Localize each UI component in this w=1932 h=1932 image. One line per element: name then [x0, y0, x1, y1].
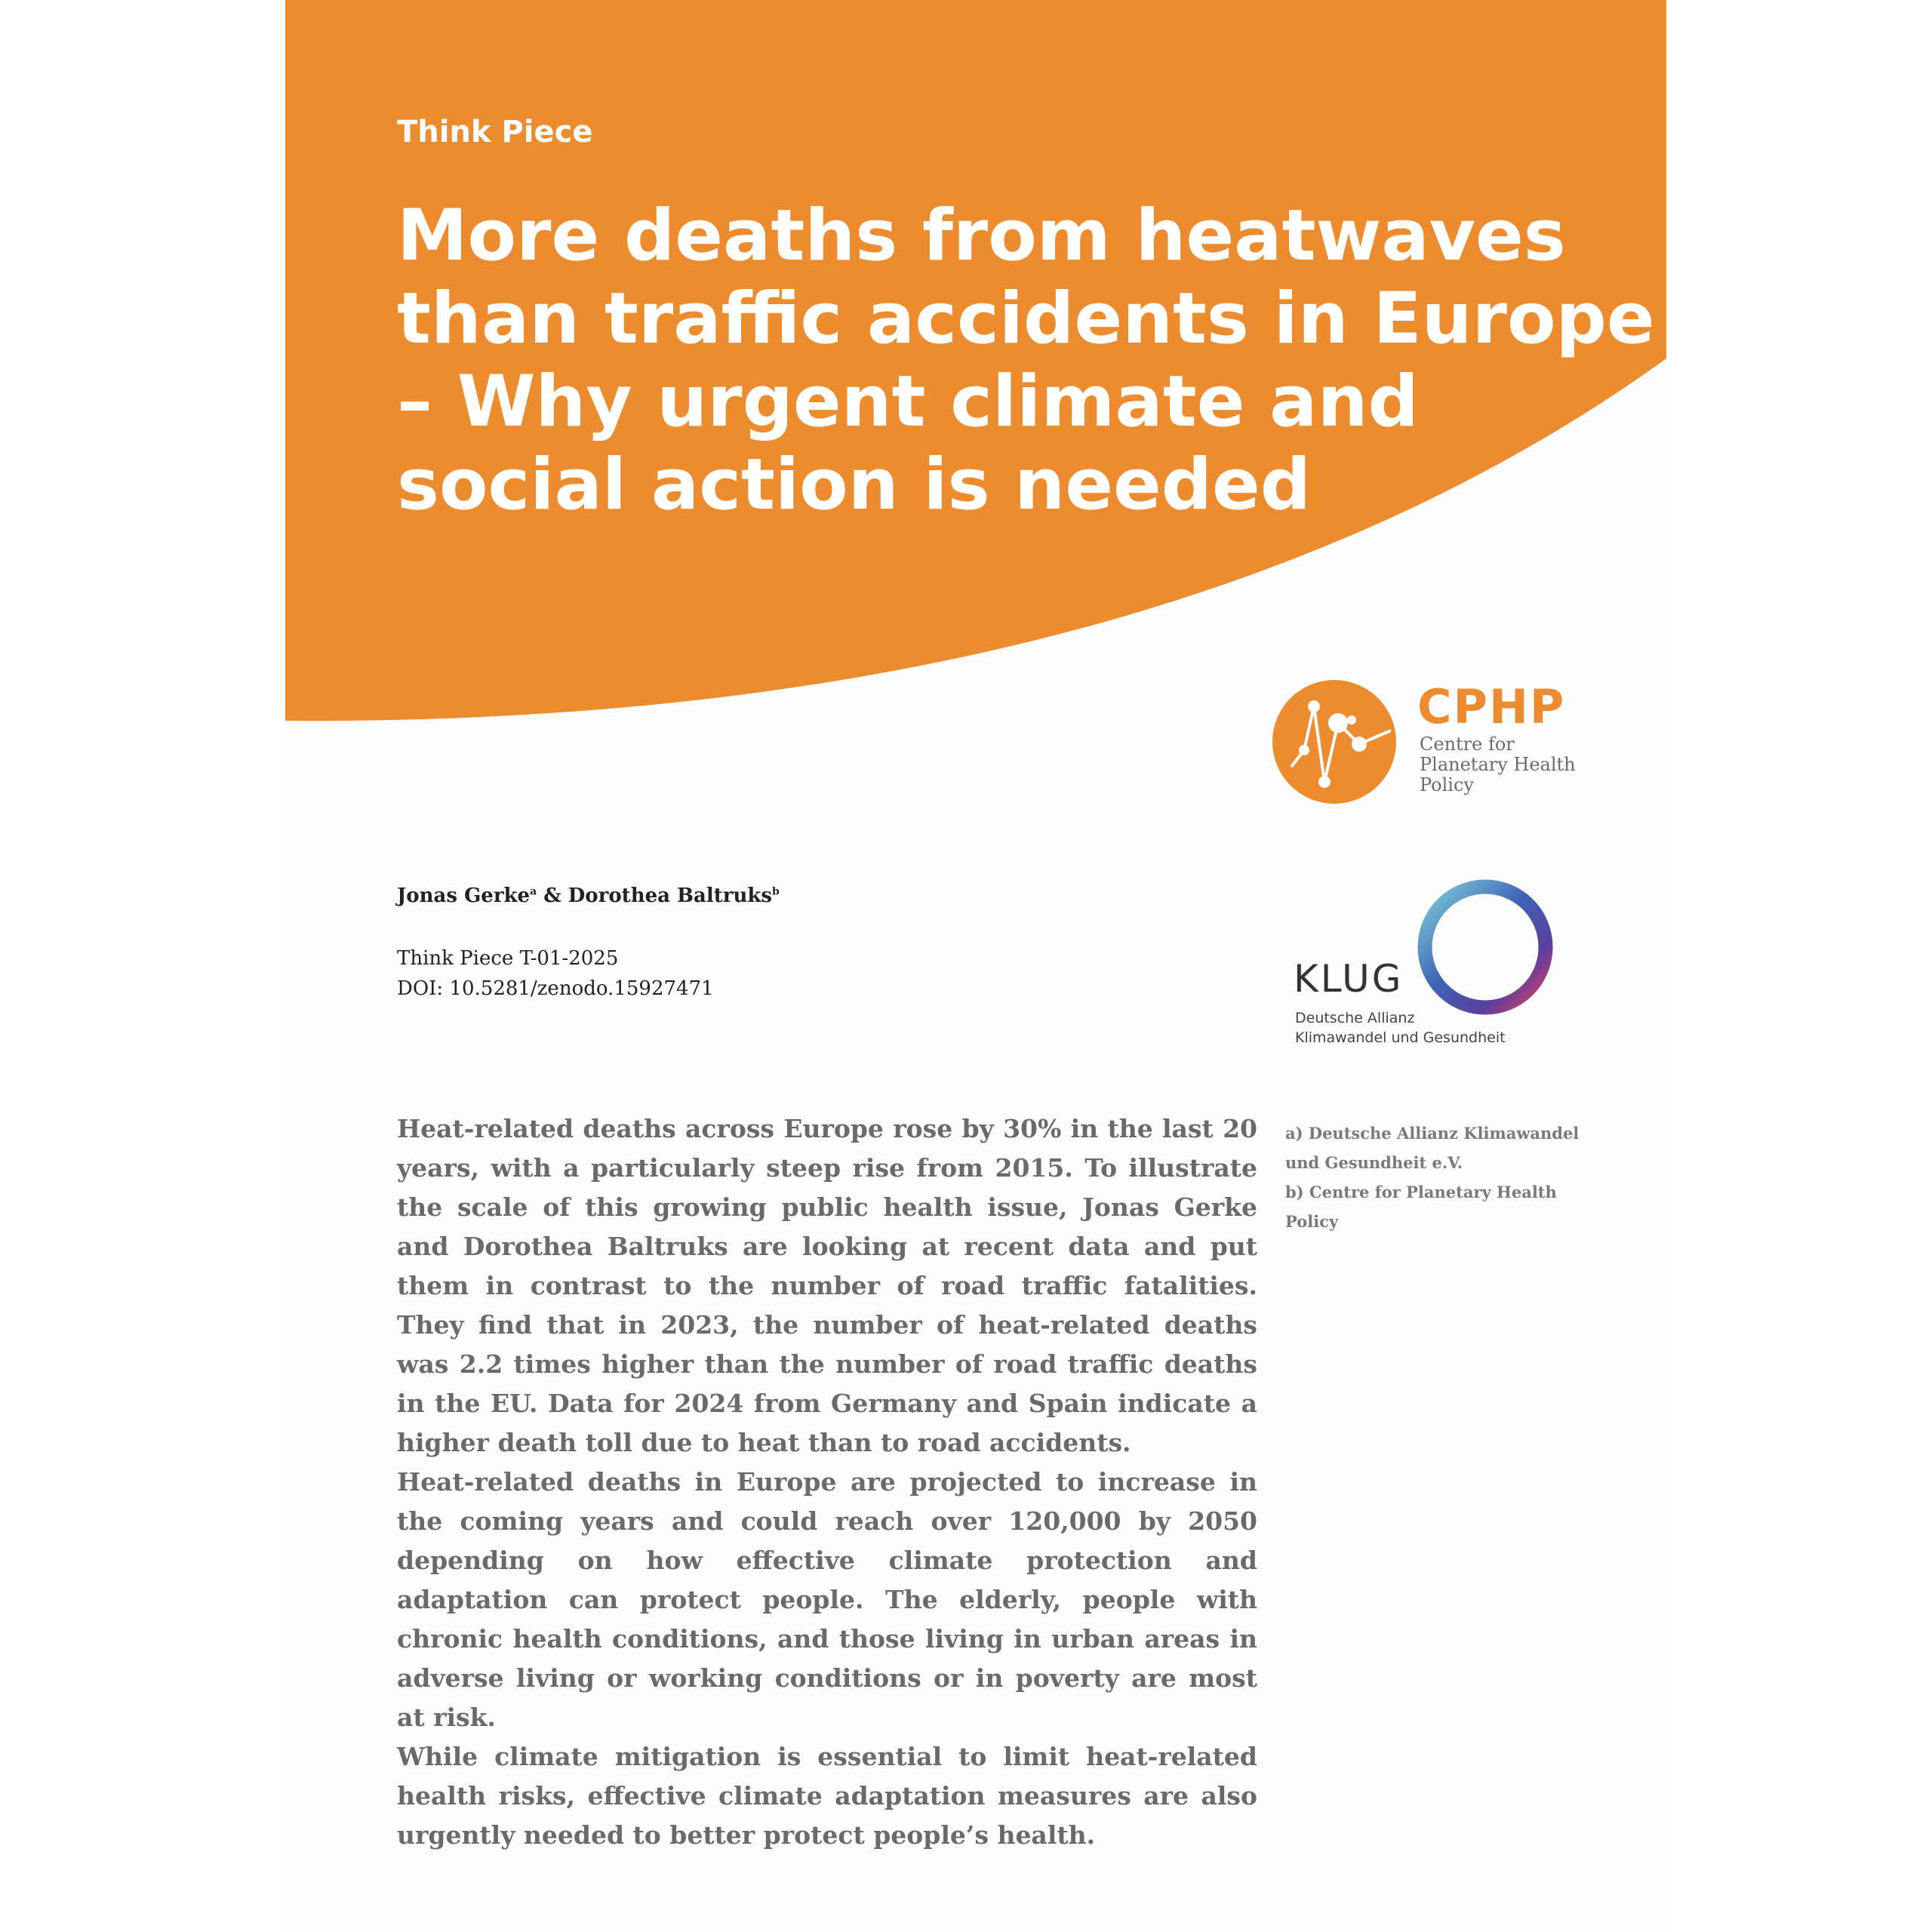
- affiliations: [1285, 1118, 1587, 1236]
- cphp-subtitle-line: Planetary Health: [1420, 754, 1576, 775]
- klug-subtitle-line: Klimawandel und Gesundheit: [1295, 1029, 1506, 1046]
- abstract-paragraph: Heat-related deaths in Europe are projected to increase in the coming years and could reach over 120,000 by 2050 depending on how effective climate protection and adaptation can protect people. The elderly, people with chronic health conditions, and those living in urban areas in adverse living or working conditions or in poverty are most at risk.: [397, 1467, 1257, 1732]
- affiliation-line: a) Deutsche Allianz Klimawandel: [1285, 1124, 1580, 1143]
- cphp-logo-subtitle: [1420, 734, 1616, 795]
- affiliation-line: Policy: [1285, 1212, 1339, 1231]
- author-joiner: &: [537, 884, 568, 907]
- cphp-subtitle-line: Centre for: [1420, 734, 1515, 755]
- author-name: Dorothea Baltruks: [568, 884, 772, 907]
- author-name: Jonas Gerke: [397, 884, 531, 907]
- series-number: Think Piece T-01-2025: [397, 947, 619, 970]
- affiliation-marker: a: [530, 885, 537, 898]
- klug-logo-wordmark: KLUG: [1294, 957, 1404, 1001]
- abstract: [397, 1109, 1257, 1855]
- document-title: [397, 195, 1655, 527]
- cphp-logo-wordmark: CPHP: [1417, 679, 1566, 734]
- title-line: More deaths from heatwaves: [397, 195, 1566, 277]
- author-line: [397, 884, 780, 907]
- publication-meta: [397, 943, 714, 1004]
- klug-ring-logo-icon: [1414, 875, 1557, 1019]
- document-page: [285, 0, 1666, 1932]
- affiliation-line: und Gesundheit e.V.: [1285, 1153, 1463, 1172]
- document-type-label: Think Piece: [397, 115, 593, 149]
- affiliation-line: b) Centre for Planetary Health: [1285, 1183, 1557, 1201]
- klug-subtitle-line: Deutsche Allianz: [1295, 1010, 1415, 1026]
- title-line: – Why urgent climate and: [397, 361, 1419, 443]
- title-line: social action is needed: [397, 444, 1312, 526]
- abstract-paragraph: While climate mitigation is essential to limit heat-related health risks, effective climate adaptation measures are also urgently needed to better protect people’s health.: [397, 1742, 1257, 1850]
- cphp-subtitle-line: Policy: [1420, 774, 1474, 795]
- title-line: than traffic accidents in Europe: [397, 278, 1655, 360]
- affiliation-marker: b: [772, 885, 780, 898]
- klug-logo-subtitle: [1295, 1008, 1506, 1048]
- abstract-paragraph: Heat-related deaths across Europe rose by 30% in the last 20 years, with a particularly steep rise from 2015. To illustrate the scale of this growing public health issue, Jonas Gerke and Dorothea Baltruks are looking at recent data and put them in contrast to the number of road traffic fatalities. They find that in 2023, the number of heat-related deaths was 2.2 times higher than the number of road traffic deaths in the EU. Data for 2024 from Germany and Spain indicate a higher death toll due to heat than to road accidents.: [397, 1114, 1257, 1457]
- doi: DOI: 10.5281/zenodo.15927471: [397, 977, 714, 1000]
- cphp-network-logo-icon: [1270, 678, 1398, 806]
